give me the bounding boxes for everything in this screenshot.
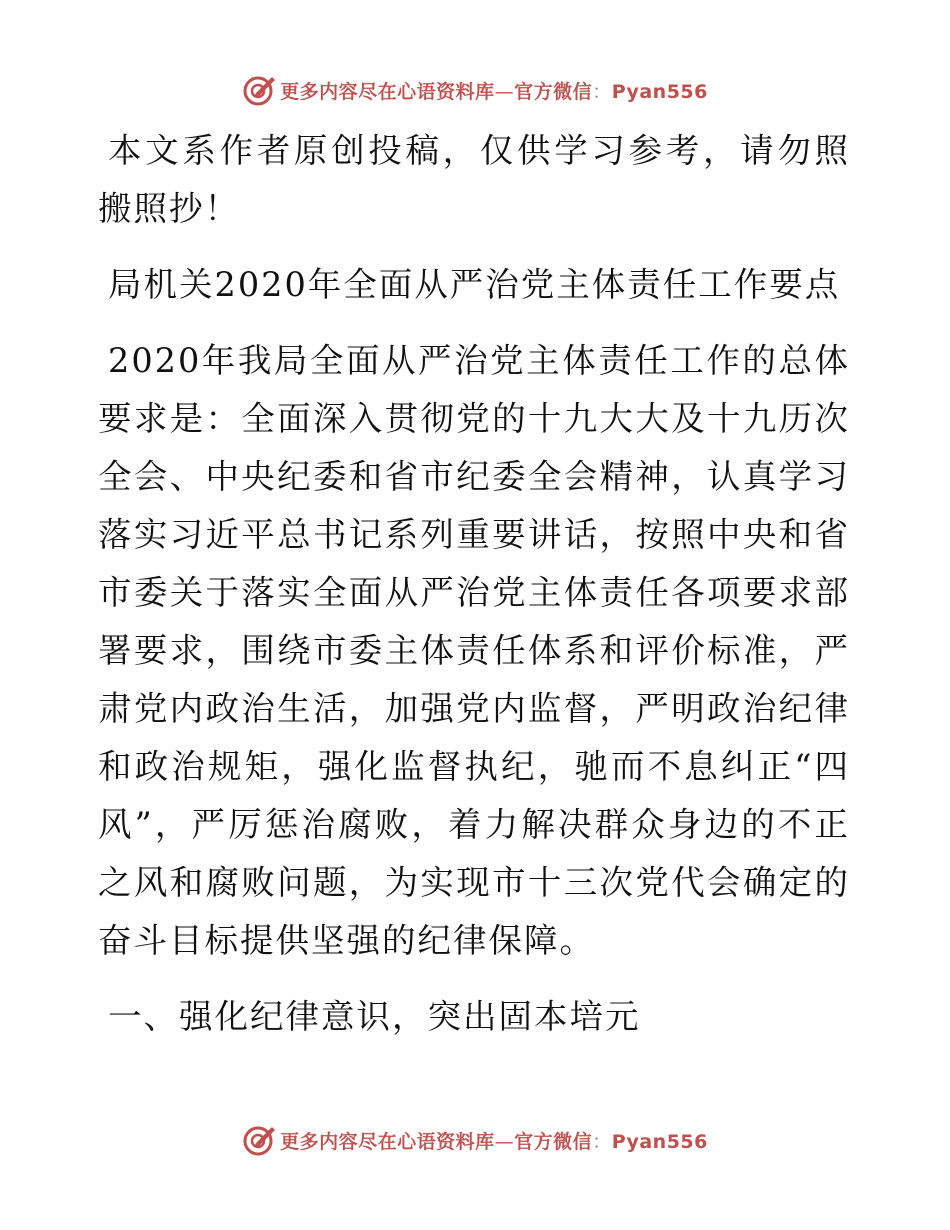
watermark-text: [280, 77, 708, 104]
document-title: 局机关2020年全面从严治党主体责任工作要点: [108, 265, 841, 304]
watermark-official: 官方微信: [514, 80, 593, 103]
watermark-id: Pyan556: [611, 80, 708, 103]
watermark-colon: ：: [592, 1130, 612, 1153]
section-heading: 一、强化纪律意识，突出固本培元: [108, 997, 641, 1036]
watermark-main: 更多内容尽在心语资料库: [280, 1130, 495, 1153]
author-note: 本文系作者原创投稿，仅供学习参考，请勿照搬照抄！: [98, 131, 850, 228]
watermark-official: 官方微信: [514, 1130, 593, 1153]
document-content: [98, 122, 850, 1046]
pen-logo-icon: [242, 73, 276, 107]
watermark-dash: —: [494, 80, 515, 103]
footer-watermark-banner: [0, 1120, 950, 1160]
watermark-text: [280, 1127, 708, 1154]
watermark-colon: ：: [592, 80, 612, 103]
pen-logo-icon: [242, 1123, 276, 1157]
body-paragraph: 2020年我局全面从严治党主体责任工作的总体要求是：全面深入贯彻党的十九大大及十九历次全会、中央纪委和省市纪委全会精神，认真学习落实习近平总书记系列重要讲话，按照中央和省市委关于落实全面从严治党主体责任各项要求部署要求，围绕市委主体责任体系和评价标准，严肃党内政治生活，加强党内监督，严明政治纪律和政治规矩，强化监督执纪，驰而不息纠正“四风”，严厉惩治腐败，着力解决群众身边的不正之风和腐败问题，为实现市十三次党代会确定的奋斗目标提供坚强的纪律保障。: [98, 341, 850, 960]
watermark-main: 更多内容尽在心语资料库: [280, 80, 495, 103]
watermark-id: Pyan556: [611, 1130, 708, 1153]
header-watermark-banner: [0, 70, 950, 110]
watermark-dash: —: [494, 1130, 515, 1153]
